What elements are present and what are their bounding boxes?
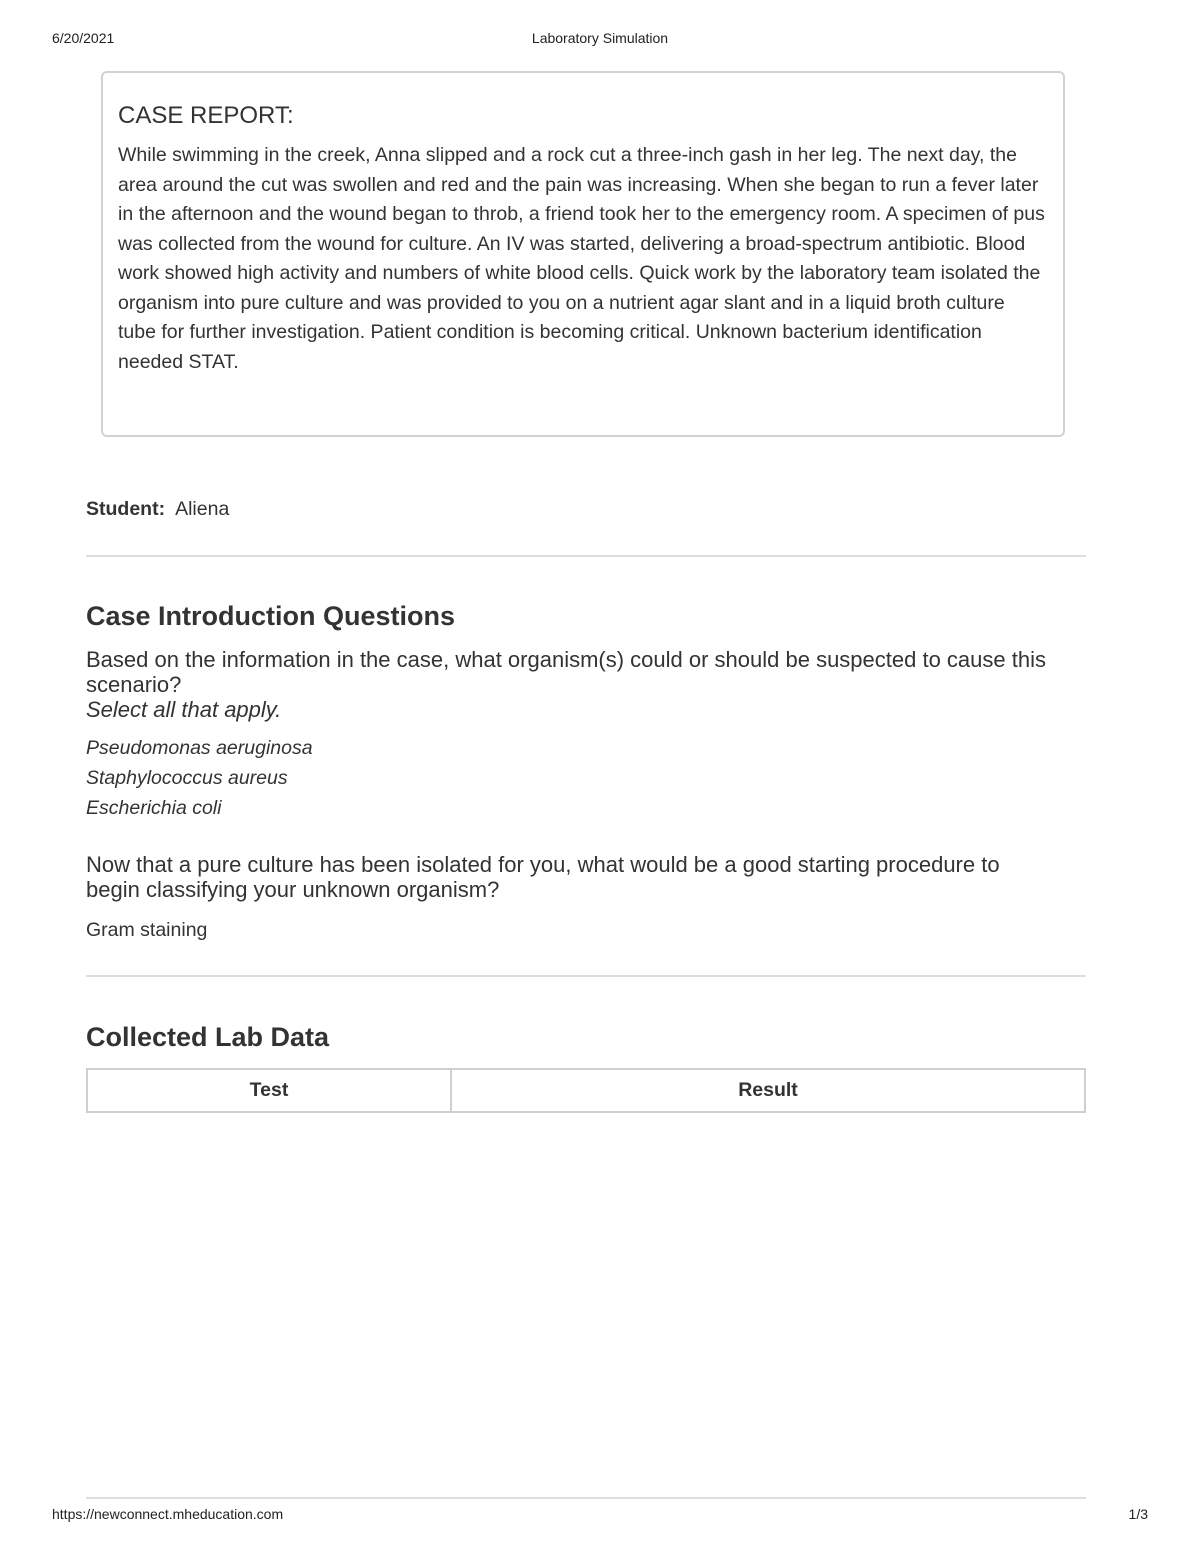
question-2	[86, 852, 1006, 902]
table-header-row	[87, 1069, 1085, 1112]
section-divider	[86, 555, 1086, 557]
case-report-text: While swimming in the creek, Anna slipped and a rock cut a three-inch gash in her leg. The next day, the area around the cut was swollen and red and the pain was increasing. When she began to run a fever later in the afternoon and the wound began to throb, a friend took her to the emergency room. A specimen of pus was collected from the wound for culture. An IV was started, delivering a broad-spectrum antibiotic. Blood work showed high activity and numbers of white blood cells. Quick work by the laboratory team isolated the organism into pure culture and was provided to you on a nutrient agar slant and in a liquid broth culture tube for further investigation. Patient condition is becoming critical. Unknown bacterium identification needed STAT.	[118, 144, 1045, 373]
case-report-heading: CASE REPORT:	[118, 102, 294, 129]
print-header	[52, 30, 1148, 48]
case-intro-title: Case Introduction Questions	[86, 601, 456, 631]
column-header-test: Test	[87, 1069, 451, 1112]
student-label: Student:	[86, 498, 166, 520]
print-page-title: Laboratory Simulation	[531, 30, 669, 46]
question-1-text: Based on the information in the case, what organism(s) could or should be suspected to cause this scenario?	[86, 647, 1046, 697]
print-date: 6/20/2021	[52, 30, 115, 46]
footer-url: https://newconnect.mheducation.com	[52, 1506, 284, 1522]
answer-item: Escherichia coli	[86, 797, 222, 819]
answer-item: Gram staining	[86, 919, 208, 941]
case-report-box	[101, 71, 1065, 437]
question-2-answers	[86, 915, 207, 945]
column-header-result: Result	[451, 1069, 1085, 1112]
question-1-answers	[86, 733, 313, 823]
answer-item: Pseudomonas aeruginosa	[86, 737, 313, 759]
section-divider	[86, 975, 1086, 977]
question-1	[86, 647, 1076, 722]
student-name: Aliena	[175, 498, 230, 520]
footer-divider	[86, 1497, 1086, 1499]
answer-item: Staphylococcus aureus	[86, 767, 288, 789]
question-1-instruction: Select all that apply.	[86, 697, 282, 722]
student-info	[86, 498, 229, 521]
lab-data-table	[86, 1068, 1086, 1113]
lab-data-title: Collected Lab Data	[86, 1022, 330, 1052]
page-number: 1/3	[1128, 1506, 1148, 1522]
question-2-text: Now that a pure culture has been isolated for you, what would be a good starting procedure to begin classifying your unknown organism?	[86, 852, 1000, 902]
